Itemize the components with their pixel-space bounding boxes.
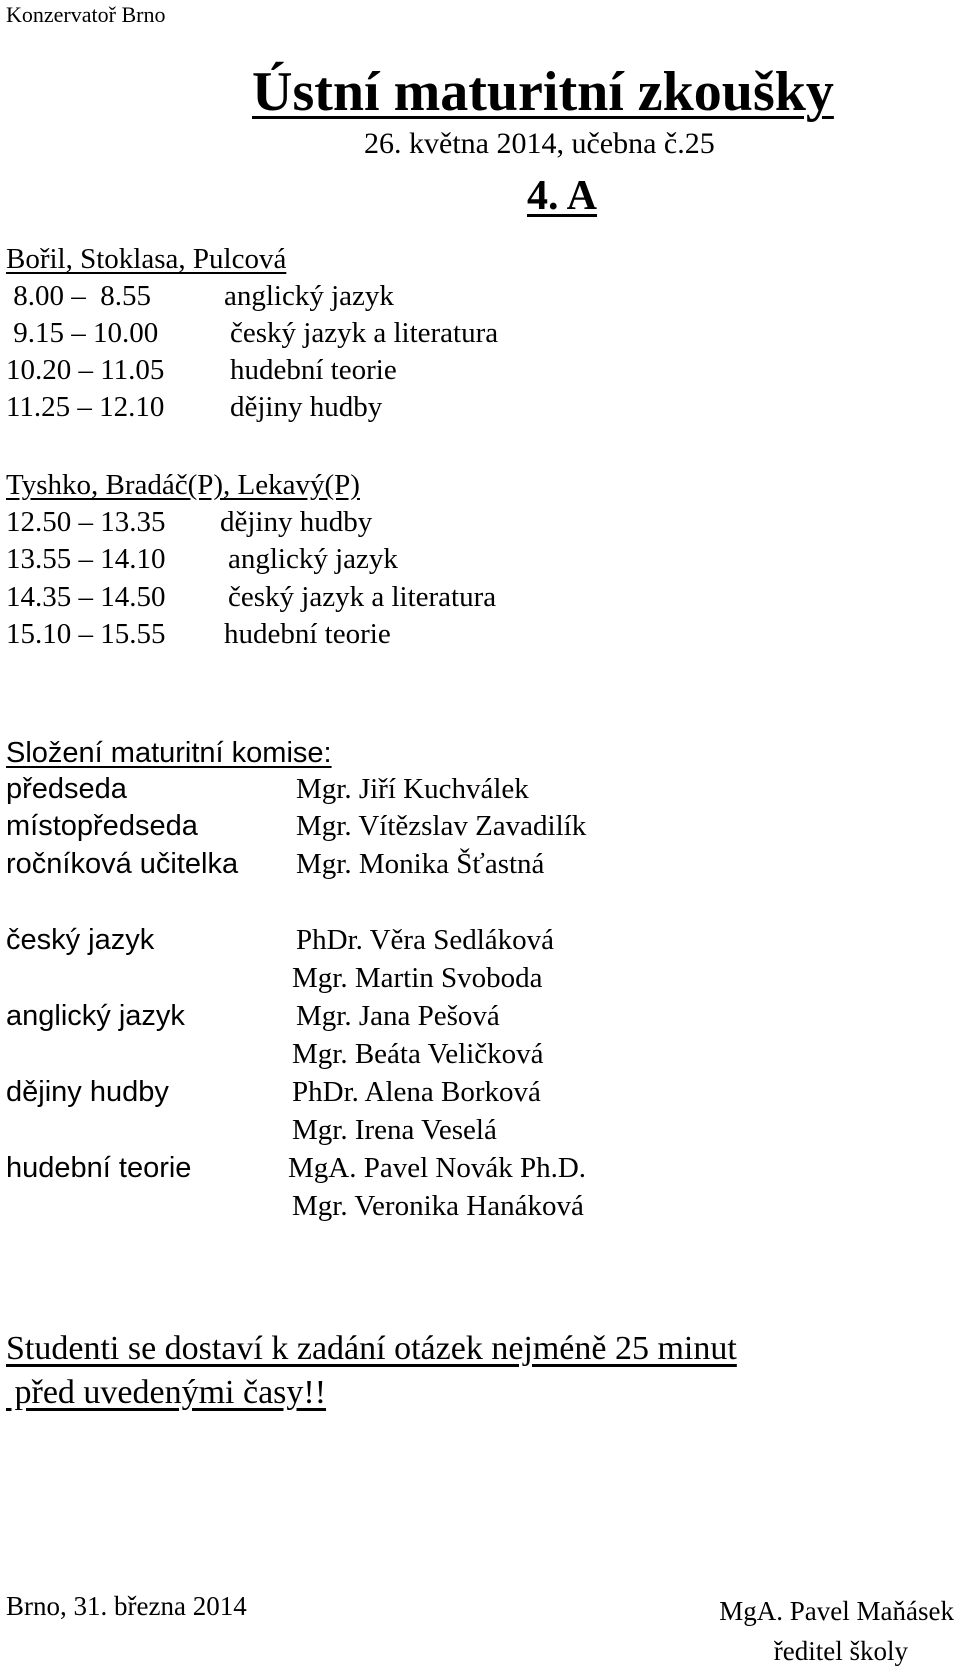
- school-name: Konzervatoř Brno: [6, 2, 166, 27]
- commission-member: [0, 1190, 960, 1230]
- member-name: Mgr. Veronika Hanáková: [292, 1190, 584, 1222]
- member-name: Mgr. Jana Pešová: [296, 1000, 500, 1032]
- signature-name: MgA. Pavel Maňásek: [719, 1596, 954, 1626]
- schedule-time: 13.55 – 14.10: [6, 543, 166, 575]
- schedule-time: 15.10 – 15.55: [6, 618, 166, 650]
- member-role: dějiny hudby: [6, 1076, 169, 1108]
- schedule-subject: dějiny hudby: [220, 506, 373, 538]
- schedule-subject: hudební teorie: [230, 354, 397, 386]
- member-name: Mgr. Martin Svoboda: [292, 962, 543, 994]
- exam-date-room: 26. května 2014, učebna č.25: [364, 127, 715, 160]
- commission-member: [0, 1076, 960, 1116]
- schedule-subject: český jazyk a literatura: [230, 317, 499, 349]
- commission-heading: Složení maturitní komise:: [6, 737, 332, 769]
- signature-block: [719, 1591, 954, 1671]
- member-role: hudební teorie: [6, 1152, 192, 1184]
- member-name: Mgr. Monika Šťastná: [296, 848, 545, 880]
- schedule-time: 14.35 – 14.50: [6, 581, 166, 613]
- schedule-subject: dějiny hudby: [230, 391, 383, 423]
- member-role: anglický jazyk: [6, 1000, 185, 1032]
- place-and-date: Brno, 31. března 2014: [6, 1591, 247, 1621]
- commission-member: [0, 924, 960, 964]
- notice-line-1: Studenti se dostaví k zadání otázek nejméně 25 minut: [6, 1330, 737, 1367]
- class-name: 4. A: [527, 173, 598, 219]
- commission-member: [0, 1114, 960, 1154]
- commission-member: [0, 848, 960, 888]
- member-role: ročníková učitelka: [6, 848, 239, 880]
- commission-member: [0, 1000, 960, 1040]
- member-name: Mgr. Jiří Kuchválek: [296, 773, 529, 805]
- member-name: PhDr. Alena Borková: [292, 1076, 541, 1108]
- member-name: PhDr. Věra Sedláková: [296, 924, 554, 956]
- member-role: místopředseda: [6, 810, 198, 842]
- commission-member: [0, 810, 960, 850]
- schedule-subject: anglický jazyk: [228, 543, 398, 575]
- schedule-subject: hudební teorie: [224, 618, 391, 650]
- schedule-time: 8.00 – 8.55: [6, 280, 151, 312]
- member-name: Mgr. Beáta Veličková: [292, 1038, 544, 1070]
- notice-line-2: před uvedenými časy!!: [6, 1374, 327, 1411]
- schedule-time: 11.25 – 12.10: [6, 391, 165, 423]
- schedule-time: 9.15 – 10.00: [6, 317, 159, 349]
- schedule-time: 12.50 – 13.35: [6, 506, 166, 538]
- signature-title: ředitel školy: [773, 1636, 908, 1666]
- member-name: Mgr. Irena Veselá: [292, 1114, 497, 1146]
- schedule-time: 10.20 – 11.05: [6, 354, 165, 386]
- member-name: Mgr. Vítězslav Zavadilík: [296, 810, 587, 842]
- group-2-students: Tyshko, Bradáč(P), Lekavý(P): [6, 469, 360, 501]
- schedule-subject: anglický jazyk: [224, 280, 394, 312]
- group-1-students: Bořil, Stoklasa, Pulcová: [6, 243, 287, 275]
- page-title: Ústní maturitní zkoušky: [252, 61, 834, 123]
- commission-member: [0, 1152, 960, 1192]
- schedule-subject: český jazyk a literatura: [228, 581, 497, 613]
- member-role: český jazyk: [6, 924, 155, 956]
- commission-member: [0, 773, 960, 813]
- member-role: předseda: [6, 773, 127, 805]
- member-name: MgA. Pavel Novák Ph.D.: [288, 1152, 587, 1184]
- commission-member: [0, 962, 960, 1002]
- commission-member: [0, 1038, 960, 1078]
